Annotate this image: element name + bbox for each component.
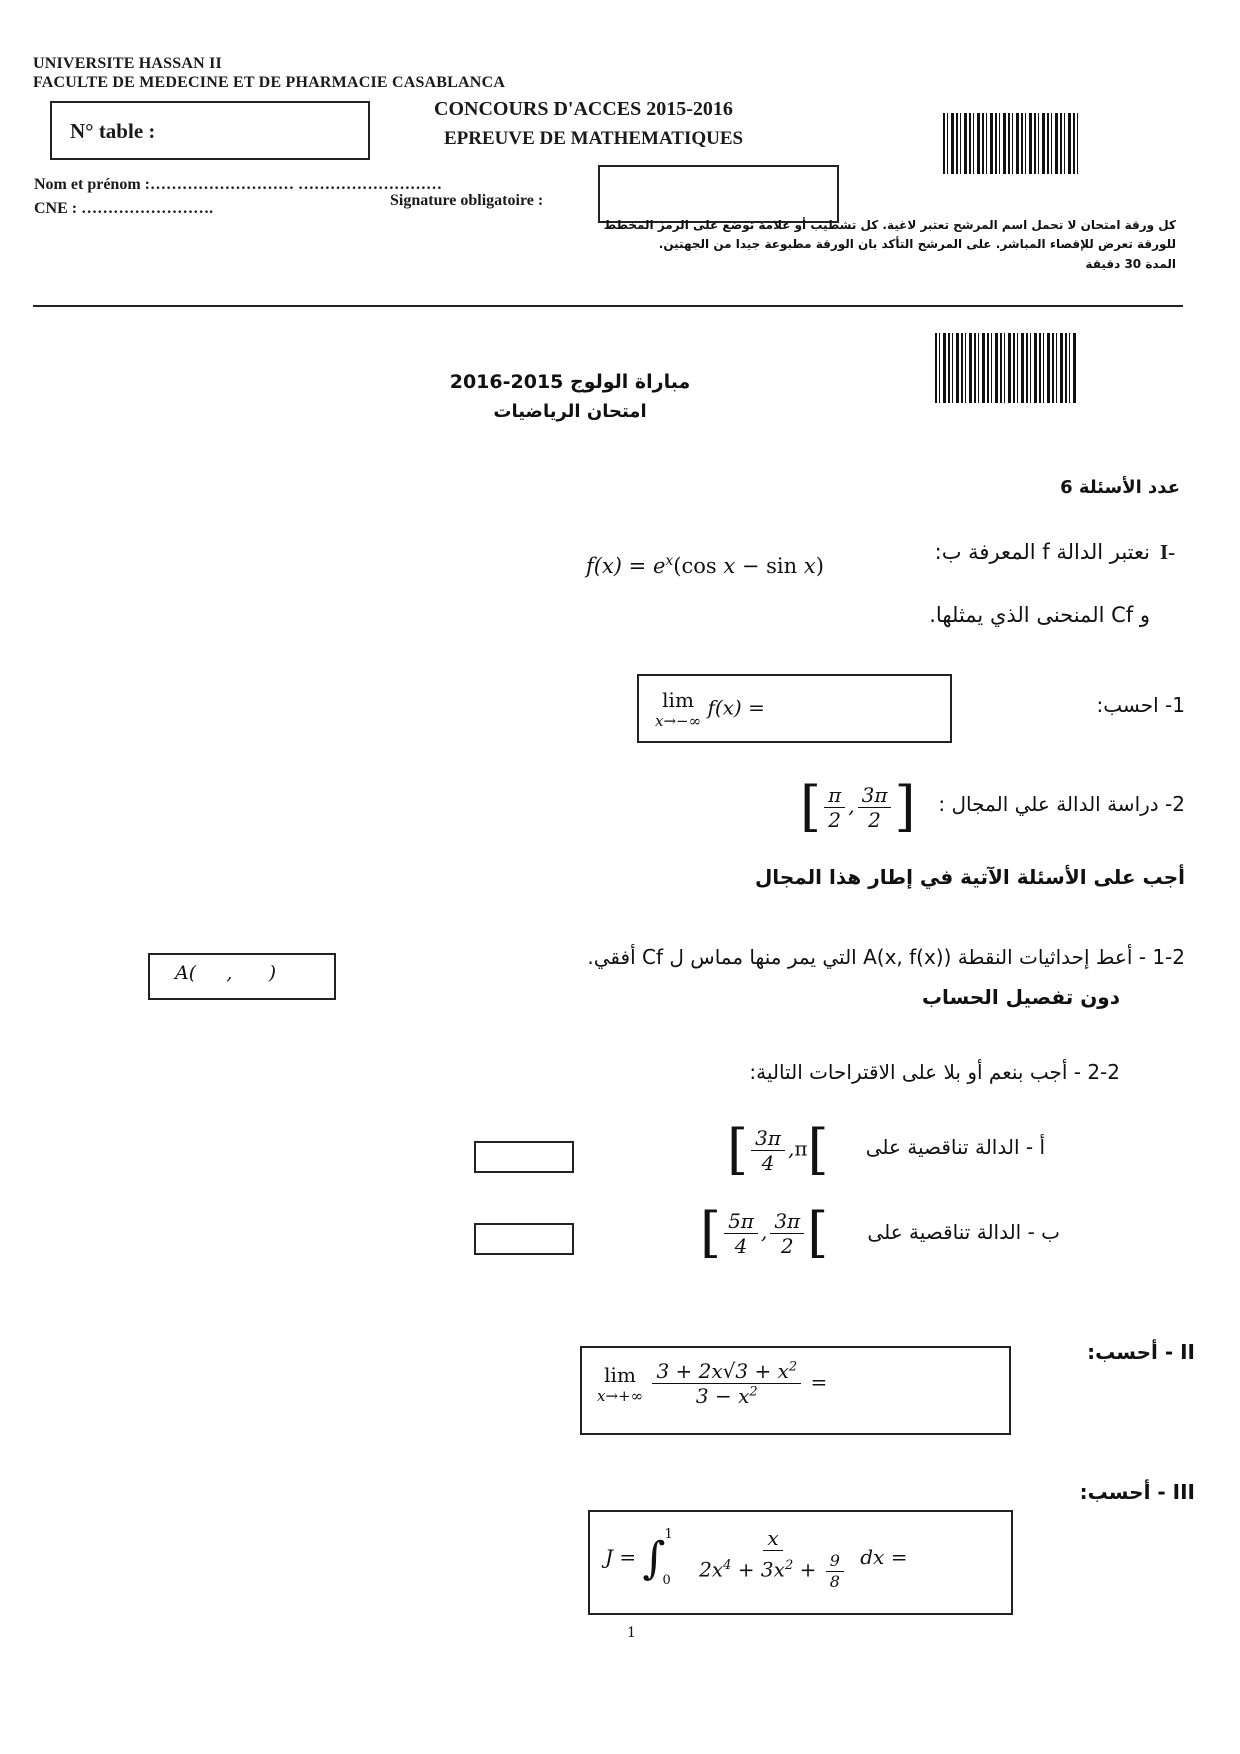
contest-title: CONCOURS D'ACCES 2015-2016 — [434, 98, 733, 120]
point-a-template: A( , ) — [175, 962, 277, 984]
q1-part2-label: 2- دراسة الدالة علي المجال : — [938, 792, 1185, 816]
exam-subtitle: امتحان الرياضيات — [493, 401, 647, 422]
q1-part22-text: 2-2 - أجب بنعم أو بلا على الاقتراحات التالية: — [749, 1060, 1120, 1084]
warning-line-1: كل ورقة امتحان لا تحمل اسم المرشح تعتبر لاغية. كل تشطيب أو علامة توضع على الرمز المخطط — [603, 218, 1176, 232]
cne-field-label: CNE : ……………………. — [34, 200, 214, 217]
q1-interval-5pi4-3pi2: [ $\frac{5\pi}{4}$ , $\frac{3\pi}{2}$ [ — [700, 1201, 829, 1264]
answer-box-b[interactable] — [474, 1223, 574, 1255]
header-separator — [33, 305, 1183, 307]
q1-interval-3pi4-pi: [ $\frac{3\pi}{4}$ ,π[ — [727, 1118, 829, 1181]
q1-part1-label: 1- احسب: — [1096, 693, 1185, 717]
exam-title: مباراة الولوج 2015-2016 — [449, 371, 691, 393]
question-count: عدد الأسئلة 6 — [1060, 477, 1180, 498]
university-name: UNIVERSITE HASSAN II — [33, 55, 222, 72]
q1-number: I- — [1160, 540, 1176, 564]
q1-limit-expression: lim x→−∞ f(x) = — [655, 688, 765, 730]
q2-label: II - أحسب: — [1087, 1340, 1195, 1364]
page-number: 1 — [627, 1625, 636, 1641]
q1-instruction: أجب على الأسئلة الآتية في إطار هذا المجال — [754, 865, 1185, 889]
table-number-label: N° table : — [70, 119, 156, 143]
q1-interval-pi2-3pi2: [ $\frac{\pi}{2}$ , $\frac{3\pi}{2}$ ] — [800, 775, 916, 838]
q1-part21-text: 1-2 - أعط إحداثيات النقطة A(x, f(x)) التي يمر منها مماس ل Cf أفقي. — [587, 945, 1185, 969]
duration-text: المدة 30 دقيقة — [1085, 257, 1176, 271]
epreuve-title: EPREUVE DE MATHEMATIQUES — [444, 128, 744, 149]
name-field-label: Nom et prénom :……………………… ……………………… — [34, 176, 442, 193]
q1-curve-text: و Cf المنحنى الذي يمثلها. — [929, 603, 1150, 627]
q2-limit-expression: lim x→+∞ $\frac{3 + 2x√3 + x^2}{3 - x^2}$ = — [597, 1359, 828, 1408]
barcode-second — [935, 333, 1077, 403]
q1-intro: نعتبر الدالة f المعرفة ب: — [934, 540, 1150, 564]
q3-integral-expression: J = ∫ 1 0 x $2x^4 + 3x^2$ + $\frac{9}{8}$ dx = — [605, 1526, 908, 1591]
q3-label: III - أحسب: — [1079, 1480, 1195, 1504]
q1-part-b-text: ب - الدالة تناقصية على — [867, 1220, 1060, 1244]
warning-line-2: للورقة تعرض للإقصاء المباشر. على المرشح التأكد بان الورقة مطبوعة جيدا من الجهتين. — [658, 237, 1176, 251]
q1-part-a-text: أ - الدالة تناقصية على — [865, 1135, 1045, 1159]
q1-function-definition: $f(x) = e^x(\cos$ x − sin x) — [586, 553, 824, 578]
barcode-top — [943, 113, 1080, 174]
faculty-name: FACULTE DE MEDECINE ET DE PHARMACIE CASABLANCA — [33, 74, 506, 91]
q1-part21-note: دون تفصيل الحساب — [921, 985, 1120, 1009]
signature-box[interactable] — [598, 165, 839, 223]
answer-box-a[interactable] — [474, 1141, 574, 1173]
signature-label: Signature obligatoire : — [390, 192, 544, 209]
